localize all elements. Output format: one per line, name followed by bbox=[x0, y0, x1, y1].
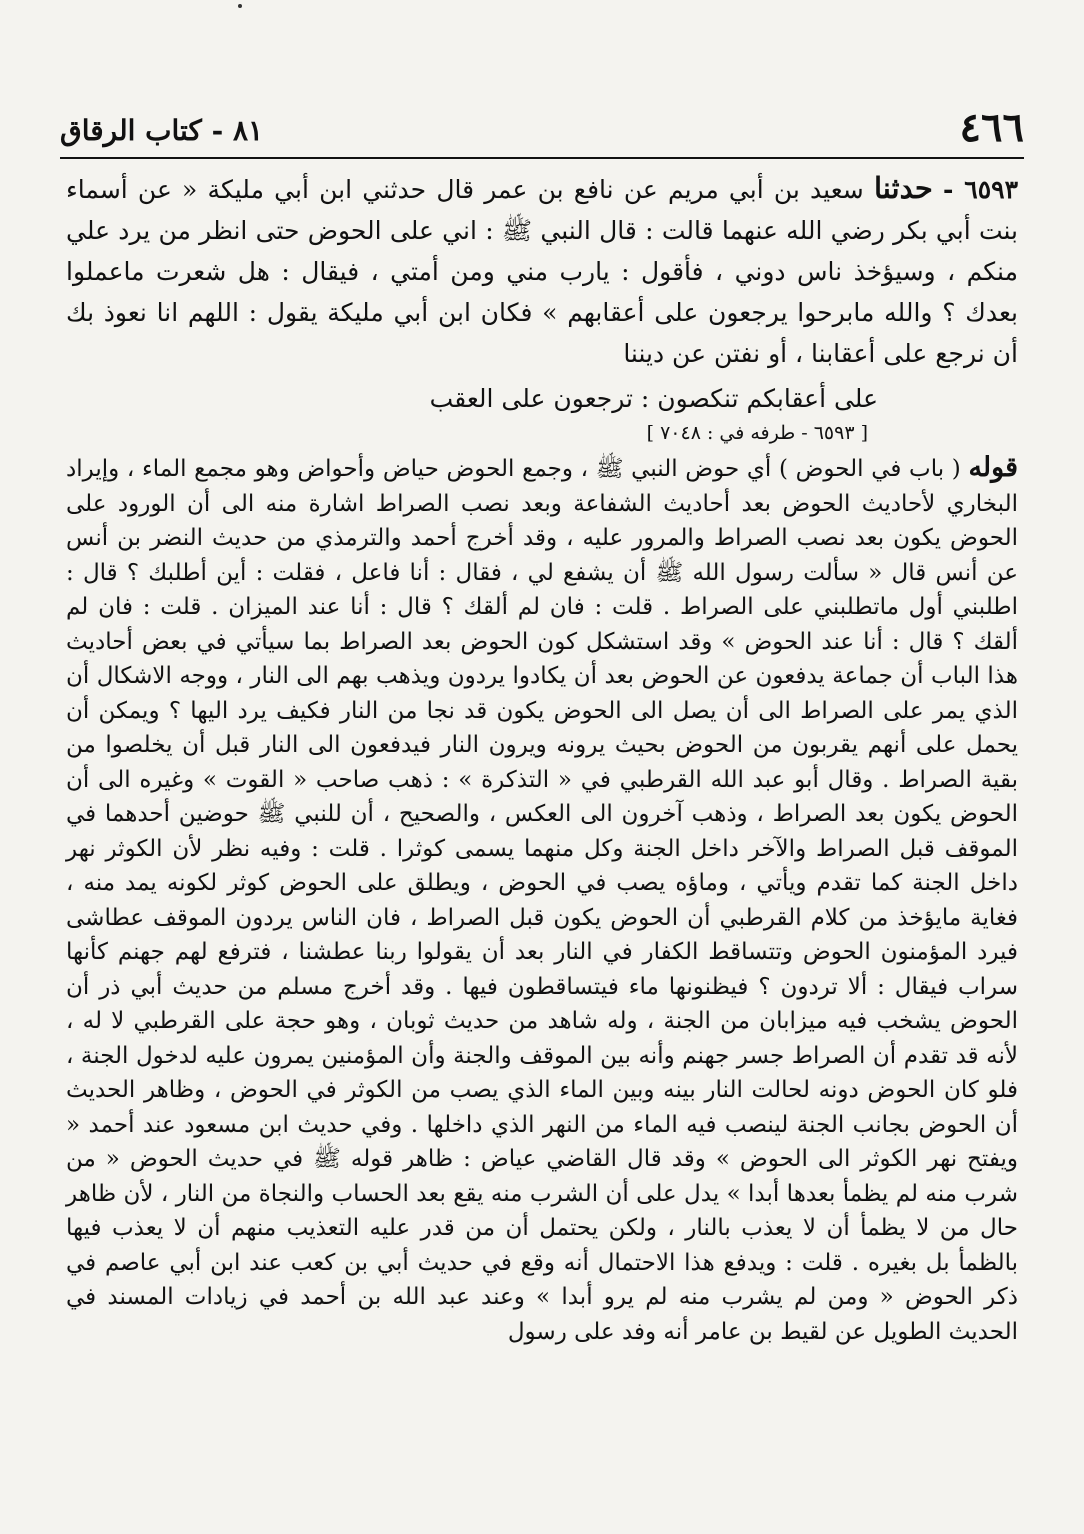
commentary-opening-word: قوله bbox=[968, 452, 1018, 483]
hadith-body: سعيد بن أبي مريم عن نافع بن عمر قال حدثني ابن أبي مليكة « عن أسماء بنت أبي بكر رضي الله عنهما قالت : قال النبي ﷺ : اني على الحوض حتى انظر من يرد علي منكم ، وسيؤخذ ناس دوني ، فأقول : يارب مني ومن أمتي ، فيقال : هل شعرت ماعملوا بعدك ؟ والله مابرحوا يرجعون على أعقابهم » فكان ابن أبي مليكة يقول : اللهم انا نعوذ بك أن نرجع على أعقابنا ، أو نفتن عن ديننا bbox=[66, 175, 1018, 368]
page-number: ٤٦٦ bbox=[959, 104, 1024, 151]
page-content bbox=[66, 168, 1018, 1349]
commentary-text bbox=[66, 451, 1018, 1349]
hadith-number: ٦٥٩٣ - bbox=[942, 175, 1018, 204]
commentary-body: ( باب في الحوض ) أي حوض النبي ﷺ ، وجمع الحوض حياض وأحواض وهو مجمع الماء ، وإيراد البخاري لأحاديث الحوض بعد أحاديث الشفاعة وبعد نصب الصراط اشارة منه الى أن الورود على الحوض يكون بعد نصب الصراط والمرور عليه ، وقد أخرج أحمد والترمذي من حديث النضر بن أنس عن أنس قال « سألت رسول الله ﷺ أن يشفع لي ، فقال : أنا فاعل ، فقلت : أين أطلبك ؟ قال : اطلبني أول ماتطلبني على الصراط . قلت : فان لم ألقك ؟ قال : أنا عند الميزان . قلت : فان لم ألقك ؟ قال : أنا عند الحوض » وقد استشكل كون الحوض بعد الصراط بما سيأتي في بعض أحاديث هذا الباب أن جماعة يدفعون عن الحوض بعد أن يكادوا يردون ويذهب بهم الى النار ، ووجه الاشكال أن الذي يمر على الصراط الى أن يصل الى الحوض يكون قد نجا من النار فكيف يرد اليها ؟ ويمكن أن يحمل على أنهم يقربون من الحوض بحيث يرونه ويرون النار فيدفعون الى النار قبل أن يخلصوا من بقية الصراط . وقال أبو عبد الله القرطبي في « التذكرة » : ذهب صاحب « القوت » وغيره الى أن الحوض يكون بعد الصراط ، وذهب آخرون الى العكس ، والصحيح ، أن للنبي ﷺ حوضين أحدهما في الموقف قبل الصراط والآخر داخل الجنة وكل منهما يسمى كوثرا . قلت : وفيه نظر لأن الكوثر نهر داخل الجنة كما تقدم ويأتي ، وماؤه يصب في الحوض ، ويطلق على الحوض كوثر لكونه يمد منه ، فغاية مايؤخذ من كلام القرطبي أن الحوض يكون قبل الصراط ، فان الناس يردون الموقف عطاشى فيرد المؤمنون الحوض وتتساقط الكفار في النار بعد أن يقولوا ربنا عطشنا ، فترفع لهم جهنم كأنها سراب فيقال : ألا تردون ؟ فيظنونها ماء فيتساقطون فيها . وقد أخرج مسلم من حديث أبي ذر أن الحوض يشخب فيه ميزابان من الجنة ، وله شاهد من حديث ثوبان ، وهو حجة على القرطبي لا له ، لأنه قد تقدم أن الصراط جسر جهنم وأنه بين الموقف والجنة وأن المؤمنين يمرون عليه لدخول الجنة ، فلو كان الحوض دونه لحالت النار بينه وبين الماء الذي يصب من الكوثر في الحوض ، وظاهر الحديث أن الحوض بجانب الجنة لينصب فيه الماء من النهر الذي داخلها . وفي حديث ابن مسعود عند أحمد « ويفتح نهر الكوثر الى الحوض » وقد قال القاضي عياض : ظاهر قوله ﷺ في حديث الحوض « من شرب منه لم يظمأ بعدها أبدا » يدل على أن الشرب منه يقع بعد الحساب والنجاة من النار ، لأن ظاهر حال من لا يظمأ أن لا يعذب بالنار ، ولكن يحتمل أن من قدر عليه التعذيب منهم أن لا يعذب فيها بالظمأ بل بغيره . قلت : ويدفع هذا الاحتمال أنه وقع في حديث أبي بن كعب عند ابن أبي عاصم في ذكر الحوض « ومن لم يشرب منه لم يرو أبدا » وعند عبد الله بن أحمد في زيادات المسند في الحديث الطويل عن لقيط بن عامر أنه وفد على رسول bbox=[66, 456, 1018, 1345]
header-divider bbox=[60, 157, 1024, 159]
ink-dot bbox=[238, 4, 242, 8]
book-title: ٨١ - كتاب الرقاق bbox=[60, 114, 264, 147]
hadith-opening-word: حدثنا bbox=[873, 171, 933, 205]
hadith-reference: [ ٦٥٩٣ - طرفه في : ٧٠٤٨ ] bbox=[646, 422, 868, 444]
hadith-text bbox=[66, 168, 1018, 374]
hadith-closing-line: على أعقابكم تنكصون : ترجعون على العقب bbox=[429, 384, 878, 413]
page-header bbox=[60, 105, 1024, 155]
